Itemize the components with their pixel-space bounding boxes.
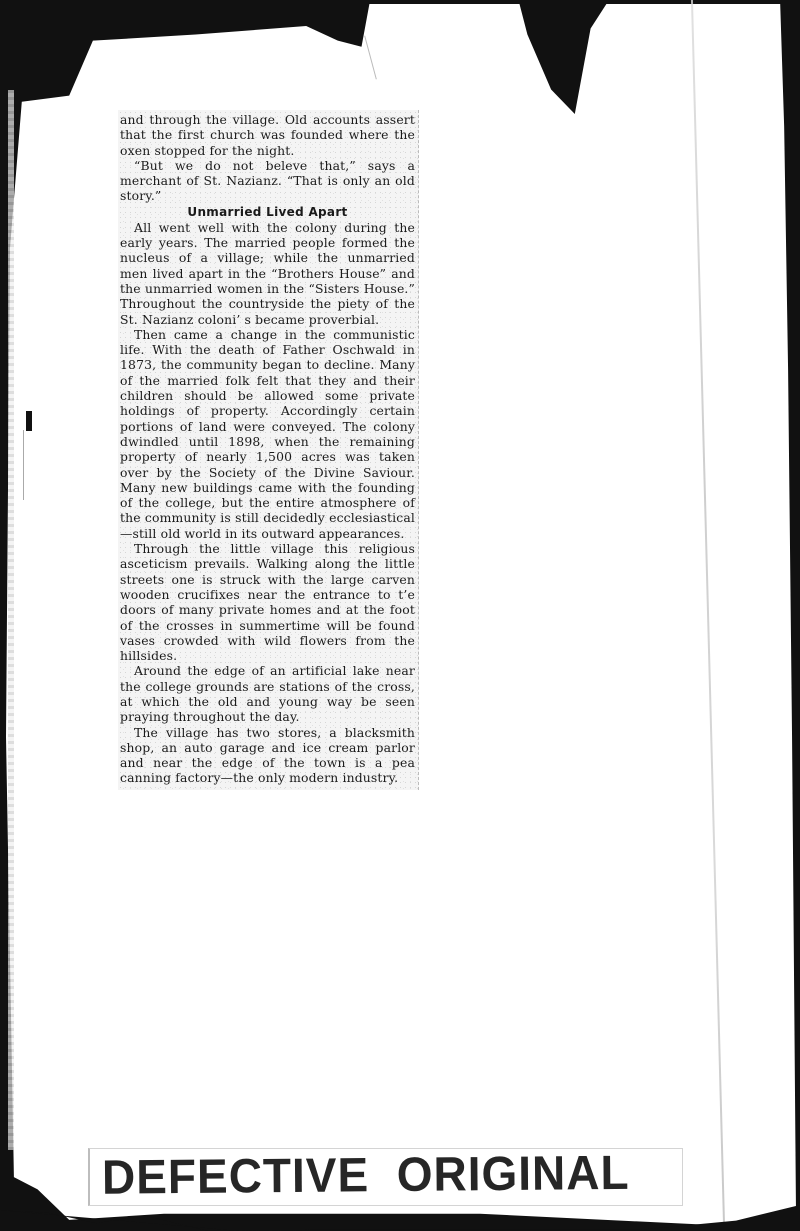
article-paragraph: Around the edge of an artificial lake near the college grounds are stations of the cross, at which the old and young way be seen praying throughout the day. bbox=[120, 663, 415, 725]
article-paragraph: “But we do not beleve that,” says a merchant of St. Nazianz. “That is only an old story.” bbox=[120, 157, 415, 204]
page-edge-shadow bbox=[8, 90, 14, 1150]
article-subheading: Unmarried Lived Apart bbox=[187, 204, 348, 219]
defective-original-stamp bbox=[88, 1144, 683, 1206]
article-paragraph: Through the little village this religious asceticism prevails. Walking along the little streets one is struck with the large carven wooden crucifixes near the entrance to t’e doors of many private homes and at the foot of the crosses in summertime will be found vases crowded with wild flowers from the hillsides. bbox=[120, 541, 415, 664]
article-paragraph: Then came a change in the communistic life. With the death of Father Oschwald in 1873, the community began to decline. Many of the married folk felt that they and their children should be allowed some private holdings of property. Accordingly certain portions of land were conveyed. The colony dwindled until 1898, when the remaining property of nearly 1,500 acres was taken over by the Society of the Divine Saviour. Many new buildings came with the founding of the college, but the entire atmosphere of the community is still decidedly ecclesiastical—still old world in its outward appearances. bbox=[120, 326, 415, 541]
newspaper-clipping bbox=[118, 110, 419, 790]
article-paragraph: All went well with the colony during the early years. The married people formed the nucleus of a village; while the unmarried men lived apart in the “Brothers House” and the unmarried women in the “Sisters House.” Throughout the countryside the piety of the St. Nazianz coloni’ s became proverbial. bbox=[120, 219, 415, 327]
article-paragraph: The village has two stores, a blacksmith shop, an auto garage and ice cream parlor and near the edge of the town is a pea canning factory—the only modern industry. bbox=[120, 724, 415, 786]
stamp-label: DEFECTIVE ORIGINAL bbox=[101, 1144, 630, 1205]
binding-line bbox=[23, 430, 24, 500]
article-paragraph: and through the village. Old accounts assert that the first church was founded where the oxen stopped for the night. bbox=[120, 112, 415, 158]
binding-mark bbox=[26, 411, 32, 431]
